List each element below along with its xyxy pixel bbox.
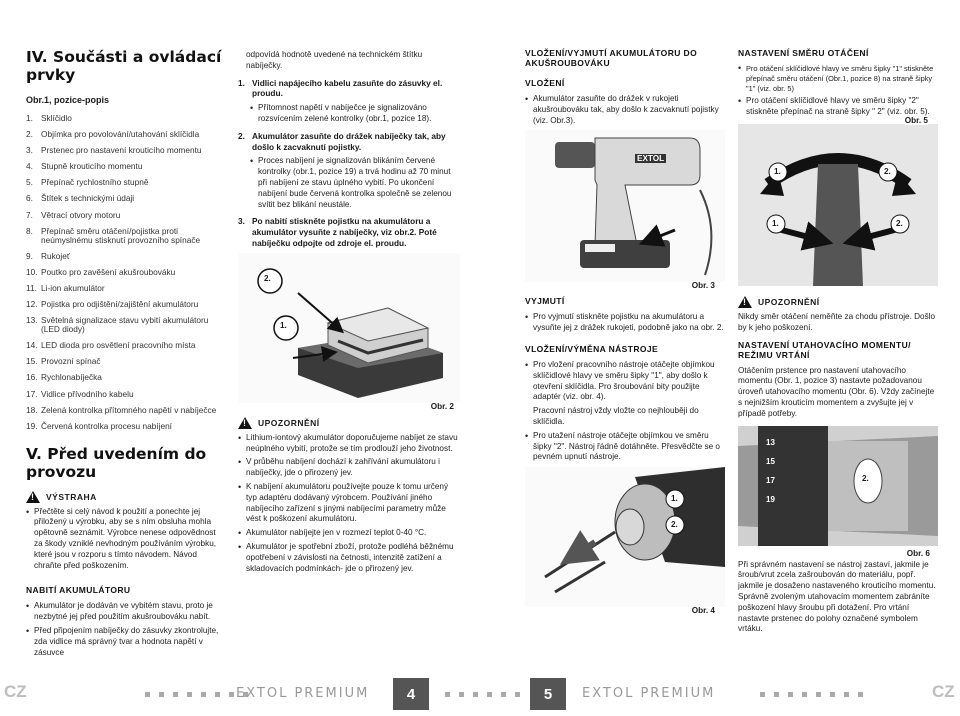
item-text: Vidlice přívodního kabelu <box>41 388 134 399</box>
footer-dots-mid <box>445 692 520 697</box>
section-title-iv: IV. Součásti a ovládací prvky <box>26 48 222 84</box>
fig6-marker: 2. <box>862 473 869 483</box>
parts-list-item <box>26 211 222 220</box>
tool-bullet: • Pro utažení nástroje otáčejte objímkou ve směru šipky "2". Nástroj řádně dotáhněte. Přesvědčte se o pevném upnutí nástroje. <box>525 431 725 463</box>
fig5-label-1b: 1. <box>772 218 779 228</box>
fig5-label-2b: 2. <box>896 218 903 228</box>
step-number: 3. <box>238 216 245 227</box>
parts-list-item <box>26 268 222 277</box>
tool-note: Pracovní nástroj vždy vložte co nejhlouběji do sklíčidla. <box>533 406 699 426</box>
notice-label: UPOZORNĚNÍ <box>258 417 320 428</box>
item-number: 7. <box>26 209 33 220</box>
brand-right: EXTOL PREMIUM <box>582 686 716 701</box>
item-text: Větrací otvory motoru <box>41 209 121 220</box>
item-number: 19. <box>26 420 38 431</box>
language-code-left: CZ <box>4 682 27 701</box>
charge-heading: NABITÍ AKUMULÁTORU <box>26 585 131 596</box>
figure-caption: Obr. 3 <box>691 281 715 291</box>
ring-number: 15 <box>766 456 775 466</box>
step-3 <box>238 216 460 248</box>
parts-list-item <box>26 114 222 123</box>
rotation-heading: NASTAVENÍ SMĚRU OTÁČENÍ <box>738 48 869 58</box>
warning-icon <box>26 491 40 503</box>
notice-bullet: • K nabíjení akumulátoru používejte pouze k tomu určený typ adaptéru dodávaný výrobcem. Používání jiného nabíjecího zařízení s jinými nabíjecími parametry může vést k poškození akumulátoru. <box>238 482 460 525</box>
item-number: 12. <box>26 299 38 310</box>
item-number: 4. <box>26 161 33 172</box>
drill-illustration <box>525 130 725 282</box>
parts-list-item <box>26 252 222 261</box>
notice-bullet: • Lithium-iontový akumulátor doporučujeme nabíjet ze stavu neúplného vybití, protože se tím prodlouží jeho životnost. <box>238 433 460 455</box>
item-number: 15. <box>26 356 38 367</box>
fig2-label-2: 2. <box>264 273 271 283</box>
section-title-v: V. Před uvedením do provozu <box>26 444 207 481</box>
item-text: Zelená kontrolka přítomného napětí v nabíječce <box>41 404 217 415</box>
item-text: Rychlonabíječka <box>41 372 102 383</box>
insert-text: • Akumulátor zasuňte do drážek v rukojeti akušroubováku tak, aby došlo k zacvaknutí pojistky (viz. Obr.3). <box>525 94 725 126</box>
rotation-bullet: • Pro otáčení sklíčidlové hlavy ve směru šipky "2" stiskněte přepínač na straně šipky " 2" (viz. obr. 5). <box>738 96 938 118</box>
parts-list-item <box>26 130 222 139</box>
item-text: Přepínač směru otáčení/pojistka proti neúmyslnému stisknutí provozního spínače <box>41 225 201 245</box>
brand-logo: EXTOL <box>637 154 665 164</box>
notice-text: Nikdy směr otáčení neměňte za chodu přístroje. Došlo by k jeho poškození. <box>738 311 936 332</box>
figure-6-ring <box>738 426 938 558</box>
parts-list-item <box>26 341 222 350</box>
footer-dots-right <box>760 692 863 697</box>
step-text: Akumulátor zasuňte do drážek nabíječky tak, aby došlo k zacvaknutí pojistky. <box>252 130 446 152</box>
item-number: 13. <box>26 315 38 326</box>
item-number: 14. <box>26 340 38 351</box>
ring-number: 19 <box>766 494 775 504</box>
column-4 <box>738 48 938 635</box>
notice-list <box>238 433 460 575</box>
parts-list-item <box>26 357 222 366</box>
switch-illustration <box>738 124 938 286</box>
parts-list-item <box>26 178 222 187</box>
item-number: 1. <box>26 113 33 123</box>
item-text: LED dioda pro osvětlení pracovního místa <box>41 340 196 351</box>
parts-list-item <box>26 390 222 399</box>
step-2 <box>238 131 460 153</box>
fig2-label-1: 1. <box>280 320 287 330</box>
notice-heading <box>738 296 938 308</box>
column-1 <box>26 48 222 661</box>
remove-text: • Pro vyjmutí stiskněte pojistku na akumulátoru a vysuňte jej z drážek rukojeti, podobně jako na obr. 2. <box>525 312 725 334</box>
warning-text: • Přečtěte si celý návod k použití a ponechte jej přiložený u výrobku, aby se s ním obsluha mohla opětovně seznámit. Výrobce nenese odpovědnost za škody vzniklé nevhodným používáním výrobku, které jsou v rozporu s tímto návodem. Návod chraňte před poškozením. <box>26 507 222 572</box>
ring-number: 17 <box>766 475 775 485</box>
notice-label: UPOZORNĚNÍ <box>758 296 820 307</box>
item-text: Štítek s technickými údaji <box>41 193 135 204</box>
parts-list-item <box>26 316 222 334</box>
item-number: 2. <box>26 129 33 140</box>
figure-caption: Obr. 4 <box>691 606 715 616</box>
figure-caption: Obr. 6 <box>906 548 930 558</box>
item-number: 6. <box>26 193 33 204</box>
parts-list <box>26 114 222 431</box>
figure-5-switch <box>738 115 938 286</box>
parts-subtitle: Obr.1, pozice-popis <box>26 95 110 105</box>
step-bullet: • Proces nabíjení je signalizován blikáním červené kontrolky (obr.1, pozice 19) a trvá hodinu až 70 minut při nabíjení ze stavu úplného vybití. Po ukončení nabíjení bude červená kontrolka společně se zelenou svítit bez blikání neustále. <box>250 156 460 210</box>
figure-3-drill <box>525 130 725 291</box>
item-number: 16. <box>26 372 38 383</box>
warning-icon <box>738 296 752 308</box>
item-text: Poutko pro zavěšení akušroubováku <box>41 266 176 277</box>
page-number-left: 4 <box>393 678 429 710</box>
page-number-right: 5 <box>530 678 566 710</box>
notice-bullet: • Akumulátor nabíjejte jen v rozmezí teplot 0-40 °C. <box>238 528 460 539</box>
figure-caption: Obr. 5 <box>904 115 928 125</box>
item-number: 11. <box>26 282 37 293</box>
brand-left: EXTOL PREMIUM <box>236 686 370 701</box>
closing-text: Při správném nastavení se nástroj zastaví, jakmile je šroub/vrut zcela zašroubován do materiálu, popř. jakmile je dosaženo nastaveného krouticího momentu. Správně zvoleným utahovacím momentem zabráníte poškození hlavy šroubu při dotažení. Pro vrtání nastavte prstenec do polohy označené symbolem vrtáku. <box>738 559 936 634</box>
item-text: Světelná signalizace stavu vybití akumulátoru (LED diody) <box>41 315 209 335</box>
item-text: Červená kontrolka procesu nabíjení <box>41 420 172 431</box>
rotation-bullet: • Pro otáčení sklíčidlové hlavy ve směru šipky "1" stiskněte přepínač směru otáčení (Obr.1, pozice 8) na straně šipky "1" (viz. obr. 5) <box>738 64 938 93</box>
step-text: Vidlici napájecího kabelu zasuňte do zásuvky el. proudu. <box>252 77 443 99</box>
remove-heading: VYJMUTÍ <box>525 296 565 307</box>
warning-heading <box>26 491 222 503</box>
battery-heading: VLOŽENÍ/VYJMUTÍ AKUMULÁTORU DO AKUŠROUBOVÁKU <box>525 48 698 68</box>
tool-heading: VLOŽENÍ/VÝMĚNA NÁSTROJE <box>525 343 659 354</box>
item-number: 10. <box>26 266 38 277</box>
notice-bullet: • Akumulátor je spotřební zboží, protože podléhá běžnému opotřebení v závislosti na četnosti, intenzitě zatížení a skladovacích podmínkách- jde o přirozený jev. <box>238 542 460 574</box>
item-number: 3. <box>26 145 33 156</box>
paragraph: odpovídá hodnotě uvedené na technickém štítku nabíječky. <box>246 50 423 70</box>
item-text: Přepínač rychlostního stupně <box>41 177 149 188</box>
parts-list-item <box>26 300 222 309</box>
item-number: 5. <box>26 177 33 188</box>
column-2 <box>238 50 460 577</box>
step-bullet: • Přítomnost napětí v nabíječce je signalizováno rozsvícením zelené kontrolky (obr.1, pozice 18). <box>250 103 460 125</box>
ring-number: 13 <box>766 437 775 447</box>
item-number: 9. <box>26 250 33 261</box>
figure-2-charger <box>238 253 460 411</box>
language-code-right: CZ <box>932 682 955 701</box>
item-number: 18. <box>26 404 38 415</box>
item-number: 17. <box>26 388 38 399</box>
fig5-label-2: 2. <box>884 166 891 176</box>
torque-heading: NASTAVENÍ UTAHOVACÍHO MOMENTU/ REŽIMU VRTÁNÍ <box>738 339 911 360</box>
figure-4-chuck <box>525 467 725 616</box>
item-number: 8. <box>26 225 33 236</box>
parts-list-item <box>26 227 222 245</box>
step-text: Po nabití stiskněte pojistku na akumulátoru a akumulátor vysuňte z nabíječky, viz obr.2. Poté nabíječku odpojte od zdroje el. proudu. <box>252 216 437 248</box>
charge-bullet: • Před připojením nabíječky do zásuvky zkontrolujte, zda vidlice má správný tvar a hodnota napětí v zásuvce <box>26 626 222 658</box>
step-1 <box>238 78 460 100</box>
column-3 <box>525 48 725 616</box>
parts-list-item <box>26 146 222 155</box>
fig5-label-1: 1. <box>774 166 781 176</box>
footer-dots-left <box>145 692 248 697</box>
torque-ring-scale <box>766 438 775 504</box>
fig4-label-1: 1. <box>671 494 678 504</box>
item-text: Objímka pro povolování/utahování sklíčidla <box>41 129 200 140</box>
tool-bullet: • Pro vložení pracovního nástroje otáčejte objímkou sklíčidlové hlavy ve směru šipky "1", aby došlo k otevření sklíčidla. Pro šroubování bity použijte adaptér (viz. obr. 4). <box>525 360 725 403</box>
warning-label: VÝSTRAHA <box>46 491 97 502</box>
notice-heading <box>238 417 460 429</box>
step-number: 2. <box>238 130 245 141</box>
chuck-illustration <box>525 467 725 607</box>
torque-text: Otáčením prstence pro nastavení utahovacího momentu (Obr. 1, pozice 3) nastavte požadovanou úroveň utahovacího momentu (Obr. 6). Vždy začínejte s nejnižším krouticím momentem a zvyšujte jej v případě potřeby. <box>738 365 935 418</box>
charger-illustration <box>238 253 460 403</box>
figure-caption: Obr. 2 <box>430 401 454 411</box>
parts-list-item <box>26 194 222 203</box>
notice-bullet: • V průběhu nabíjení dochází k zahřívání akumulátoru i nabíječky, jde o přirozený jev. <box>238 457 460 479</box>
parts-list-item <box>26 422 222 431</box>
fig4-label-2: 2. <box>671 520 678 530</box>
item-text: Prstenec pro nastavení krouticího momentu <box>41 145 202 156</box>
parts-list-item <box>26 162 222 171</box>
insert-heading: VLOŽENÍ <box>525 78 565 88</box>
item-text: Provozní spínač <box>41 356 101 367</box>
parts-list-item <box>26 373 222 382</box>
step-number: 1. <box>238 77 245 88</box>
item-text: Pojistka pro odjištění/zajištění akumulátoru <box>41 299 199 310</box>
charge-bullet: • Akumulátor je dodáván ve vybitém stavu, proto je nezbytné jej před použitím akušroubováku nabít. <box>26 601 222 623</box>
item-text: Stupně krouticího momentu <box>41 161 143 172</box>
item-text: Rukojeť <box>41 250 70 261</box>
parts-list-item <box>26 406 222 415</box>
parts-list-item <box>26 284 222 293</box>
warning-icon <box>238 417 252 429</box>
item-text: Sklíčidlo <box>41 113 72 123</box>
item-text: Li-ion akumulátor <box>41 282 105 293</box>
